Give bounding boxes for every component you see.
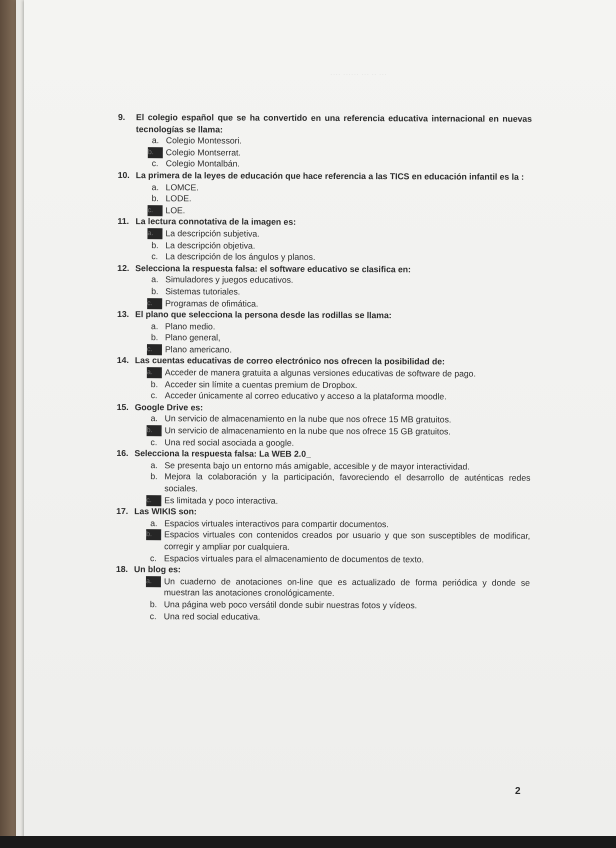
selected-answer-marker: b. xyxy=(147,425,162,436)
option-letter: c. xyxy=(149,610,157,621)
question-item xyxy=(117,402,531,450)
question-item xyxy=(118,170,532,218)
answer-options xyxy=(117,228,531,265)
selected-answer-marker: a. xyxy=(146,576,161,587)
selected-answer-marker: a. xyxy=(147,367,162,378)
option-text: Espacios virtuales interactivos para compartir documentos. xyxy=(164,517,389,529)
option-text: Mejora la colaboración y la participación, favoreciendo el desarrollo de auténticas redes sociales. xyxy=(164,471,531,494)
option-text: LODE. xyxy=(165,193,192,204)
option-letter: a. xyxy=(151,320,159,331)
option-letter: b. xyxy=(150,471,158,482)
question-statement: El colegio español que se ha convertido en una referencia educativa internacional en nuevas tecnologías se llama: xyxy=(135,112,532,135)
answer-options xyxy=(117,413,531,450)
question-number: 18. xyxy=(115,564,128,575)
option-text: La descripción subjetiva. xyxy=(165,228,260,239)
option-text: Una red social educativa. xyxy=(163,610,261,622)
option-text: Acceder de manera gratuita a algunas versiones educativas de software de pago. xyxy=(164,367,476,379)
question-statement: La primera de la leyes de educación que hace referencia a las TICS en educación infantil es la : xyxy=(135,170,525,182)
answer-option xyxy=(118,158,532,171)
option-text: Un cuaderno de anotaciones on-line que es actualizado de forma periódica y donde se muestran las anotaciones cronológicamente. xyxy=(163,575,530,599)
question-text xyxy=(118,112,532,137)
option-text: La descripción objetiva. xyxy=(165,239,256,251)
question-statement: Selecciona la respuesta falsa: el software educativo se clasifica en: xyxy=(135,262,411,274)
question-list xyxy=(116,112,532,624)
answer-options xyxy=(118,135,532,172)
answer-options xyxy=(116,460,530,508)
question-item xyxy=(117,355,531,403)
option-text: La descripción de los ángulos y planos. xyxy=(165,251,316,262)
answer-options xyxy=(116,518,530,566)
show-through-text: ··· ·· ··· ······ ···· xyxy=(330,70,387,79)
selected-answer-marker: b. xyxy=(148,147,163,158)
option-letter: b. xyxy=(151,239,159,250)
option-letter: c. xyxy=(150,552,157,563)
answer-option xyxy=(116,471,530,496)
option-text: Se presenta bajo un entorno más amigable, accesible y de mayor interactividad. xyxy=(164,460,470,472)
option-text: Sistemas tutoriales. xyxy=(165,286,241,297)
question-number: 11. xyxy=(117,216,130,227)
selected-answer-marker: b. xyxy=(146,530,161,541)
question-item xyxy=(118,112,532,172)
answer-option xyxy=(116,576,530,601)
option-letter: b. xyxy=(149,599,158,610)
answer-option xyxy=(117,390,531,403)
question-number: 9. xyxy=(117,112,126,123)
answer-option xyxy=(117,344,531,357)
option-text: Simuladores y juegos educativos. xyxy=(165,274,294,286)
option-text: Acceder únicamente al correo educativo y acceso a la plataforma moodle. xyxy=(164,390,447,402)
answer-option xyxy=(118,205,532,218)
answer-option xyxy=(117,297,531,310)
selected-answer-marker: c. xyxy=(148,205,163,216)
question-number: 14. xyxy=(116,355,129,366)
option-letter: c. xyxy=(150,390,158,401)
question-statement: El plano que selecciona la persona desde las rodillas se llama: xyxy=(135,309,392,321)
option-letter: a. xyxy=(150,413,158,424)
answer-options xyxy=(117,274,531,311)
table-edge xyxy=(0,836,616,848)
question-number: 17. xyxy=(116,506,129,517)
option-letter: a. xyxy=(151,181,159,192)
question-item xyxy=(116,506,530,566)
option-text: Plano americano. xyxy=(164,344,232,355)
answer-options xyxy=(116,576,530,624)
option-text: Colegio Montalbán. xyxy=(165,158,240,169)
question-statement: Un blog es: xyxy=(133,564,181,575)
option-letter: a. xyxy=(151,135,160,146)
option-text: LOE. xyxy=(165,204,186,216)
selected-answer-marker: a. xyxy=(147,228,162,239)
question-statement: Las WIKIS son: xyxy=(134,506,197,517)
option-letter: b. xyxy=(151,286,159,297)
question-item xyxy=(117,263,531,311)
option-text: Plano general, xyxy=(164,332,221,343)
answer-option xyxy=(117,437,531,450)
question-item xyxy=(117,216,531,264)
page-number: 2 xyxy=(515,786,521,797)
option-letter: a. xyxy=(150,459,158,470)
option-letter: c. xyxy=(150,436,158,447)
question-statement: Las cuentas educativas de correo electrónico nos ofrecen la posibilidad de: xyxy=(134,355,445,367)
question-number: 16. xyxy=(116,448,129,459)
option-text: Plano medio. xyxy=(165,320,216,332)
option-text: Acceder sin límite a cuentas premium de Dropbox. xyxy=(164,378,358,390)
answer-options xyxy=(117,321,531,358)
option-letter: b. xyxy=(150,378,159,389)
option-text: Un servicio de almacenamiento en la nube que nos ofrece 15 MB gratuitos. xyxy=(164,413,452,425)
selected-answer-marker: c. xyxy=(147,298,162,309)
option-text: Espacios virtuales para el almacenamiento de documentos de texto. xyxy=(164,552,424,564)
answer-option xyxy=(117,251,531,264)
question-item xyxy=(116,448,530,508)
answer-option xyxy=(116,495,530,508)
option-letter: a. xyxy=(151,274,159,285)
option-text: Programas de ofimática. xyxy=(165,297,259,309)
option-text: Un servicio de almacenamiento en la nube que nos ofrece 15 GB gratuitos. xyxy=(164,425,451,437)
option-text: Una página web poco versátil donde subir nuestras fotos y vídeos. xyxy=(163,599,418,611)
question-item xyxy=(116,564,530,624)
question-item xyxy=(117,309,531,357)
answer-option xyxy=(116,611,530,624)
answer-options xyxy=(118,182,532,219)
option-text: LOMCE. xyxy=(165,181,199,192)
question-number: 10. xyxy=(117,169,130,181)
option-letter: c. xyxy=(151,158,159,169)
option-text: Colegio Montessori. xyxy=(165,135,242,146)
question-number: 12. xyxy=(117,262,130,273)
option-text: Colegio Montserrat. xyxy=(165,146,241,158)
option-letter: a. xyxy=(150,517,158,528)
answer-options xyxy=(117,367,531,404)
selected-answer-marker: c. xyxy=(147,344,162,355)
answer-option xyxy=(116,529,530,554)
option-letter: b. xyxy=(150,332,159,343)
option-text: Espacios virtuales con contenidos creados por usuario y que son susceptibles de modificar, corregir y ampliar por cualquiera. xyxy=(164,529,531,552)
selected-answer-marker: c. xyxy=(146,495,161,506)
question-statement: Selecciona la respuesta falsa: La WEB 2.0_ xyxy=(134,448,311,460)
question-number: 13. xyxy=(117,309,130,320)
option-text: Una red social asociada a google. xyxy=(164,436,295,448)
option-text: Es limitada y poco interactiva. xyxy=(164,494,279,506)
option-letter: c. xyxy=(151,251,159,262)
question-statement: Google Drive es: xyxy=(134,401,204,413)
option-letter: b. xyxy=(151,193,159,204)
answer-option xyxy=(116,553,530,566)
question-number: 15. xyxy=(116,401,129,412)
question-statement: La lectura connotativa de la imagen es: xyxy=(135,216,297,228)
